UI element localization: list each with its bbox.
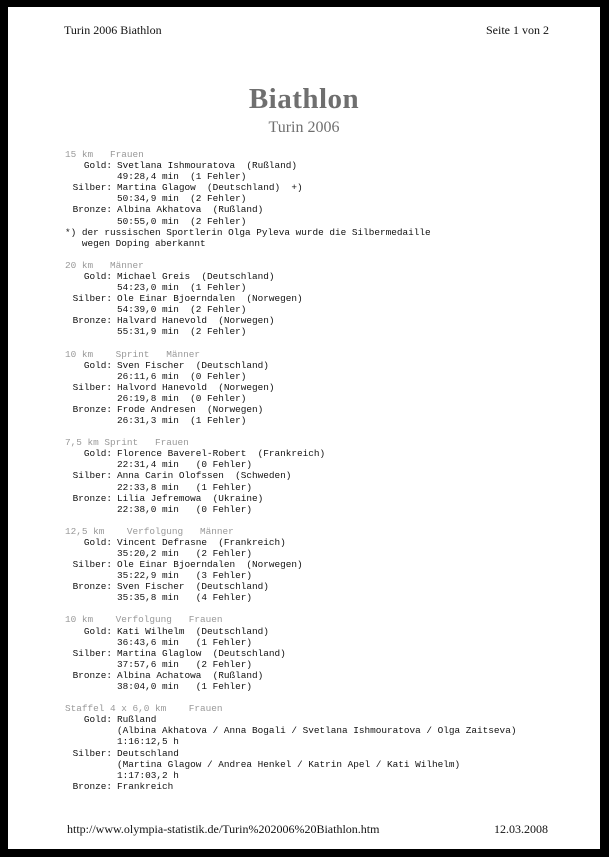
footer-url[interactable]: http://www.olympia-statistik.de/Turin%202006%20Biathlon.htm xyxy=(67,822,380,836)
event-heading: 10 km Sprint Männer xyxy=(65,348,201,360)
result-row xyxy=(65,482,595,493)
event-block xyxy=(65,703,595,792)
result-row xyxy=(65,681,595,692)
event-block xyxy=(65,260,595,338)
result-row xyxy=(65,271,595,282)
result-row xyxy=(65,781,595,792)
result-text: Lilia Jefremowa (Ukraine) xyxy=(117,492,264,504)
medal-label: Gold: xyxy=(83,536,112,548)
result-text: 22:38,0 min (0 Fehler) xyxy=(117,503,253,515)
result-text: 22:33,8 min (1 Fehler) xyxy=(117,481,253,493)
event-heading: 20 km Männer xyxy=(65,259,144,271)
result-text: Albina Akhatova (Rußland) xyxy=(117,204,264,216)
result-row xyxy=(65,415,595,426)
medal-label: Bronze: xyxy=(72,492,112,504)
medal-label: Gold: xyxy=(83,270,112,282)
result-row xyxy=(65,326,595,337)
event-heading: 7,5 km Sprint Frauen xyxy=(65,437,189,449)
page-title: Biathlon xyxy=(248,83,360,115)
header-title: Turin 2006 Biathlon xyxy=(64,23,162,37)
result-text: Michael Greis (Deutschland) xyxy=(117,270,275,282)
result-row xyxy=(65,171,595,182)
result-row xyxy=(65,404,595,415)
event-heading: 10 km Verfolgung Frauen xyxy=(65,614,223,626)
page-subtitle: Turin 2006 xyxy=(268,119,340,136)
result-text: 22:31,4 min (0 Fehler) xyxy=(117,459,253,471)
result-text: Martina Glaglow (Deutschland) xyxy=(117,647,286,659)
medal-label: Silber: xyxy=(72,182,112,194)
result-row xyxy=(65,570,595,581)
result-text: 50:34,9 min (2 Fehler) xyxy=(117,193,247,205)
result-row xyxy=(65,581,595,592)
medal-label: Bronze: xyxy=(72,669,112,681)
result-text: Ole Einar Bjoerndalen (Norwegen) xyxy=(117,293,303,305)
result-row xyxy=(65,725,595,736)
result-text: 26:11,6 min (0 Fehler) xyxy=(117,370,247,382)
event-heading: Staffel 4 x 6,0 km Frauen xyxy=(65,703,223,715)
medal-label: Gold: xyxy=(83,448,112,460)
result-row xyxy=(65,371,595,382)
result-text: 55:31,9 min (2 Fehler) xyxy=(117,326,247,338)
event-block xyxy=(65,349,595,427)
result-text: Ole Einar Bjoerndalen (Norwegen) xyxy=(117,559,303,571)
result-row xyxy=(65,182,595,193)
medal-label: Silber: xyxy=(72,559,112,571)
result-row xyxy=(65,448,595,459)
result-text: 38:04,0 min (1 Fehler) xyxy=(117,681,253,693)
result-text: Kati Wilhelm (Deutschland) xyxy=(117,625,269,637)
result-row xyxy=(65,648,595,659)
header-page-number: Seite 1 von 2 xyxy=(486,23,549,37)
result-text: Vincent Defrasne (Frankreich) xyxy=(117,536,286,548)
result-text: Frankreich xyxy=(117,780,174,792)
medal-label: Gold: xyxy=(83,625,112,637)
result-row xyxy=(65,204,595,215)
result-text: Halvard Hanevold (Norwegen) xyxy=(117,315,275,327)
result-text: Albina Achatowa (Rußland) xyxy=(117,669,264,681)
result-row xyxy=(65,592,595,603)
medal-label: Gold: xyxy=(83,160,112,172)
result-row xyxy=(65,470,595,481)
result-row xyxy=(65,659,595,670)
footnote: *) der russischen Sportlerin Olga Pyleva wurde die Silbermedaille xyxy=(65,226,431,238)
result-row xyxy=(65,193,595,204)
event-heading: 15 km Frauen xyxy=(65,149,144,160)
result-text: Sven Fischer (Deutschland) xyxy=(117,581,269,593)
result-text: 36:43,6 min (1 Fehler) xyxy=(117,636,253,648)
result-text: (Albina Akhatova / Anna Bogali / Svetlana Ishmouratova / Olga Zaitseva) xyxy=(117,725,517,737)
result-text: Halvord Hanevold (Norwegen) xyxy=(117,381,275,393)
event-heading: 12,5 km Verfolgung Männer xyxy=(65,525,234,537)
result-text: Deutschland xyxy=(117,747,179,759)
result-text: Frode Andresen (Norwegen) xyxy=(117,403,264,415)
medal-label: Bronze: xyxy=(72,780,112,792)
result-text: 26:19,8 min (0 Fehler) xyxy=(117,392,247,404)
result-row xyxy=(65,537,595,548)
result-row xyxy=(65,315,595,326)
result-text: Sven Fischer (Deutschland) xyxy=(117,359,269,371)
document-page xyxy=(8,7,600,849)
footnote: wegen Doping aberkannt xyxy=(65,237,206,249)
result-row xyxy=(65,293,595,304)
result-row xyxy=(65,637,595,648)
result-text: 35:20,2 min (2 Fehler) xyxy=(117,548,253,559)
medal-label: Silber: xyxy=(72,747,112,759)
result-row xyxy=(65,748,595,759)
result-row xyxy=(65,360,595,371)
result-text: 1:16:12,5 h xyxy=(117,736,179,748)
medal-label: Silber: xyxy=(72,381,112,393)
result-row xyxy=(65,759,595,770)
medal-label: Bronze: xyxy=(72,581,112,593)
result-row xyxy=(65,736,595,747)
result-row xyxy=(65,504,595,515)
medal-label: Gold: xyxy=(83,359,112,371)
result-text: 54:23,0 min (1 Fehler) xyxy=(117,282,247,294)
result-text: 50:55,0 min (2 Fehler) xyxy=(117,215,247,227)
medal-label: Bronze: xyxy=(72,315,112,327)
result-row xyxy=(65,282,595,293)
result-row xyxy=(65,459,595,470)
result-text: Florence Baverel-Robert (Frankreich) xyxy=(117,448,326,460)
result-row xyxy=(65,382,595,393)
result-row xyxy=(65,304,595,315)
result-row xyxy=(65,559,595,570)
medal-label: Silber: xyxy=(72,470,112,482)
result-row xyxy=(65,493,595,504)
result-text: 54:39,0 min (2 Fehler) xyxy=(117,304,247,316)
event-block xyxy=(65,437,595,515)
result-text: 37:57,6 min (2 Fehler) xyxy=(117,658,253,670)
medal-label: Silber: xyxy=(72,647,112,659)
result-text: Anna Carin Olofssen (Schweden) xyxy=(117,470,292,482)
result-row xyxy=(65,393,595,404)
medal-label: Bronze: xyxy=(72,403,112,415)
result-row xyxy=(65,670,595,681)
result-text: 1:17:03,2 h xyxy=(117,769,179,781)
event-block xyxy=(65,526,595,604)
result-row xyxy=(65,626,595,637)
result-text: 35:35,8 min (4 Fehler) xyxy=(117,592,253,604)
medal-label: Bronze: xyxy=(72,204,112,216)
result-row xyxy=(65,548,595,559)
result-text: Svetlana Ishmouratova (Rußland) xyxy=(117,160,298,172)
result-text: 49:28,4 min (1 Fehler) xyxy=(117,171,247,183)
result-text: Martina Glagow (Deutschland) +) xyxy=(117,182,303,194)
medal-label: Gold: xyxy=(83,714,112,726)
result-text: (Martina Glagow / Andrea Henkel / Katrin Apel / Kati Wilhelm) xyxy=(117,758,461,770)
result-row xyxy=(65,770,595,781)
event-block xyxy=(65,149,595,249)
result-text: Rußland xyxy=(117,714,157,726)
footer-date: 12.03.2008 xyxy=(494,822,548,836)
result-row xyxy=(65,714,595,725)
result-row xyxy=(65,216,595,227)
results-list xyxy=(65,149,595,803)
result-text: 26:31,3 min (1 Fehler) xyxy=(117,415,247,427)
event-block xyxy=(65,614,595,692)
medal-label: Silber: xyxy=(72,293,112,305)
result-text: 35:22,9 min (3 Fehler) xyxy=(117,570,253,582)
result-row xyxy=(65,160,595,171)
